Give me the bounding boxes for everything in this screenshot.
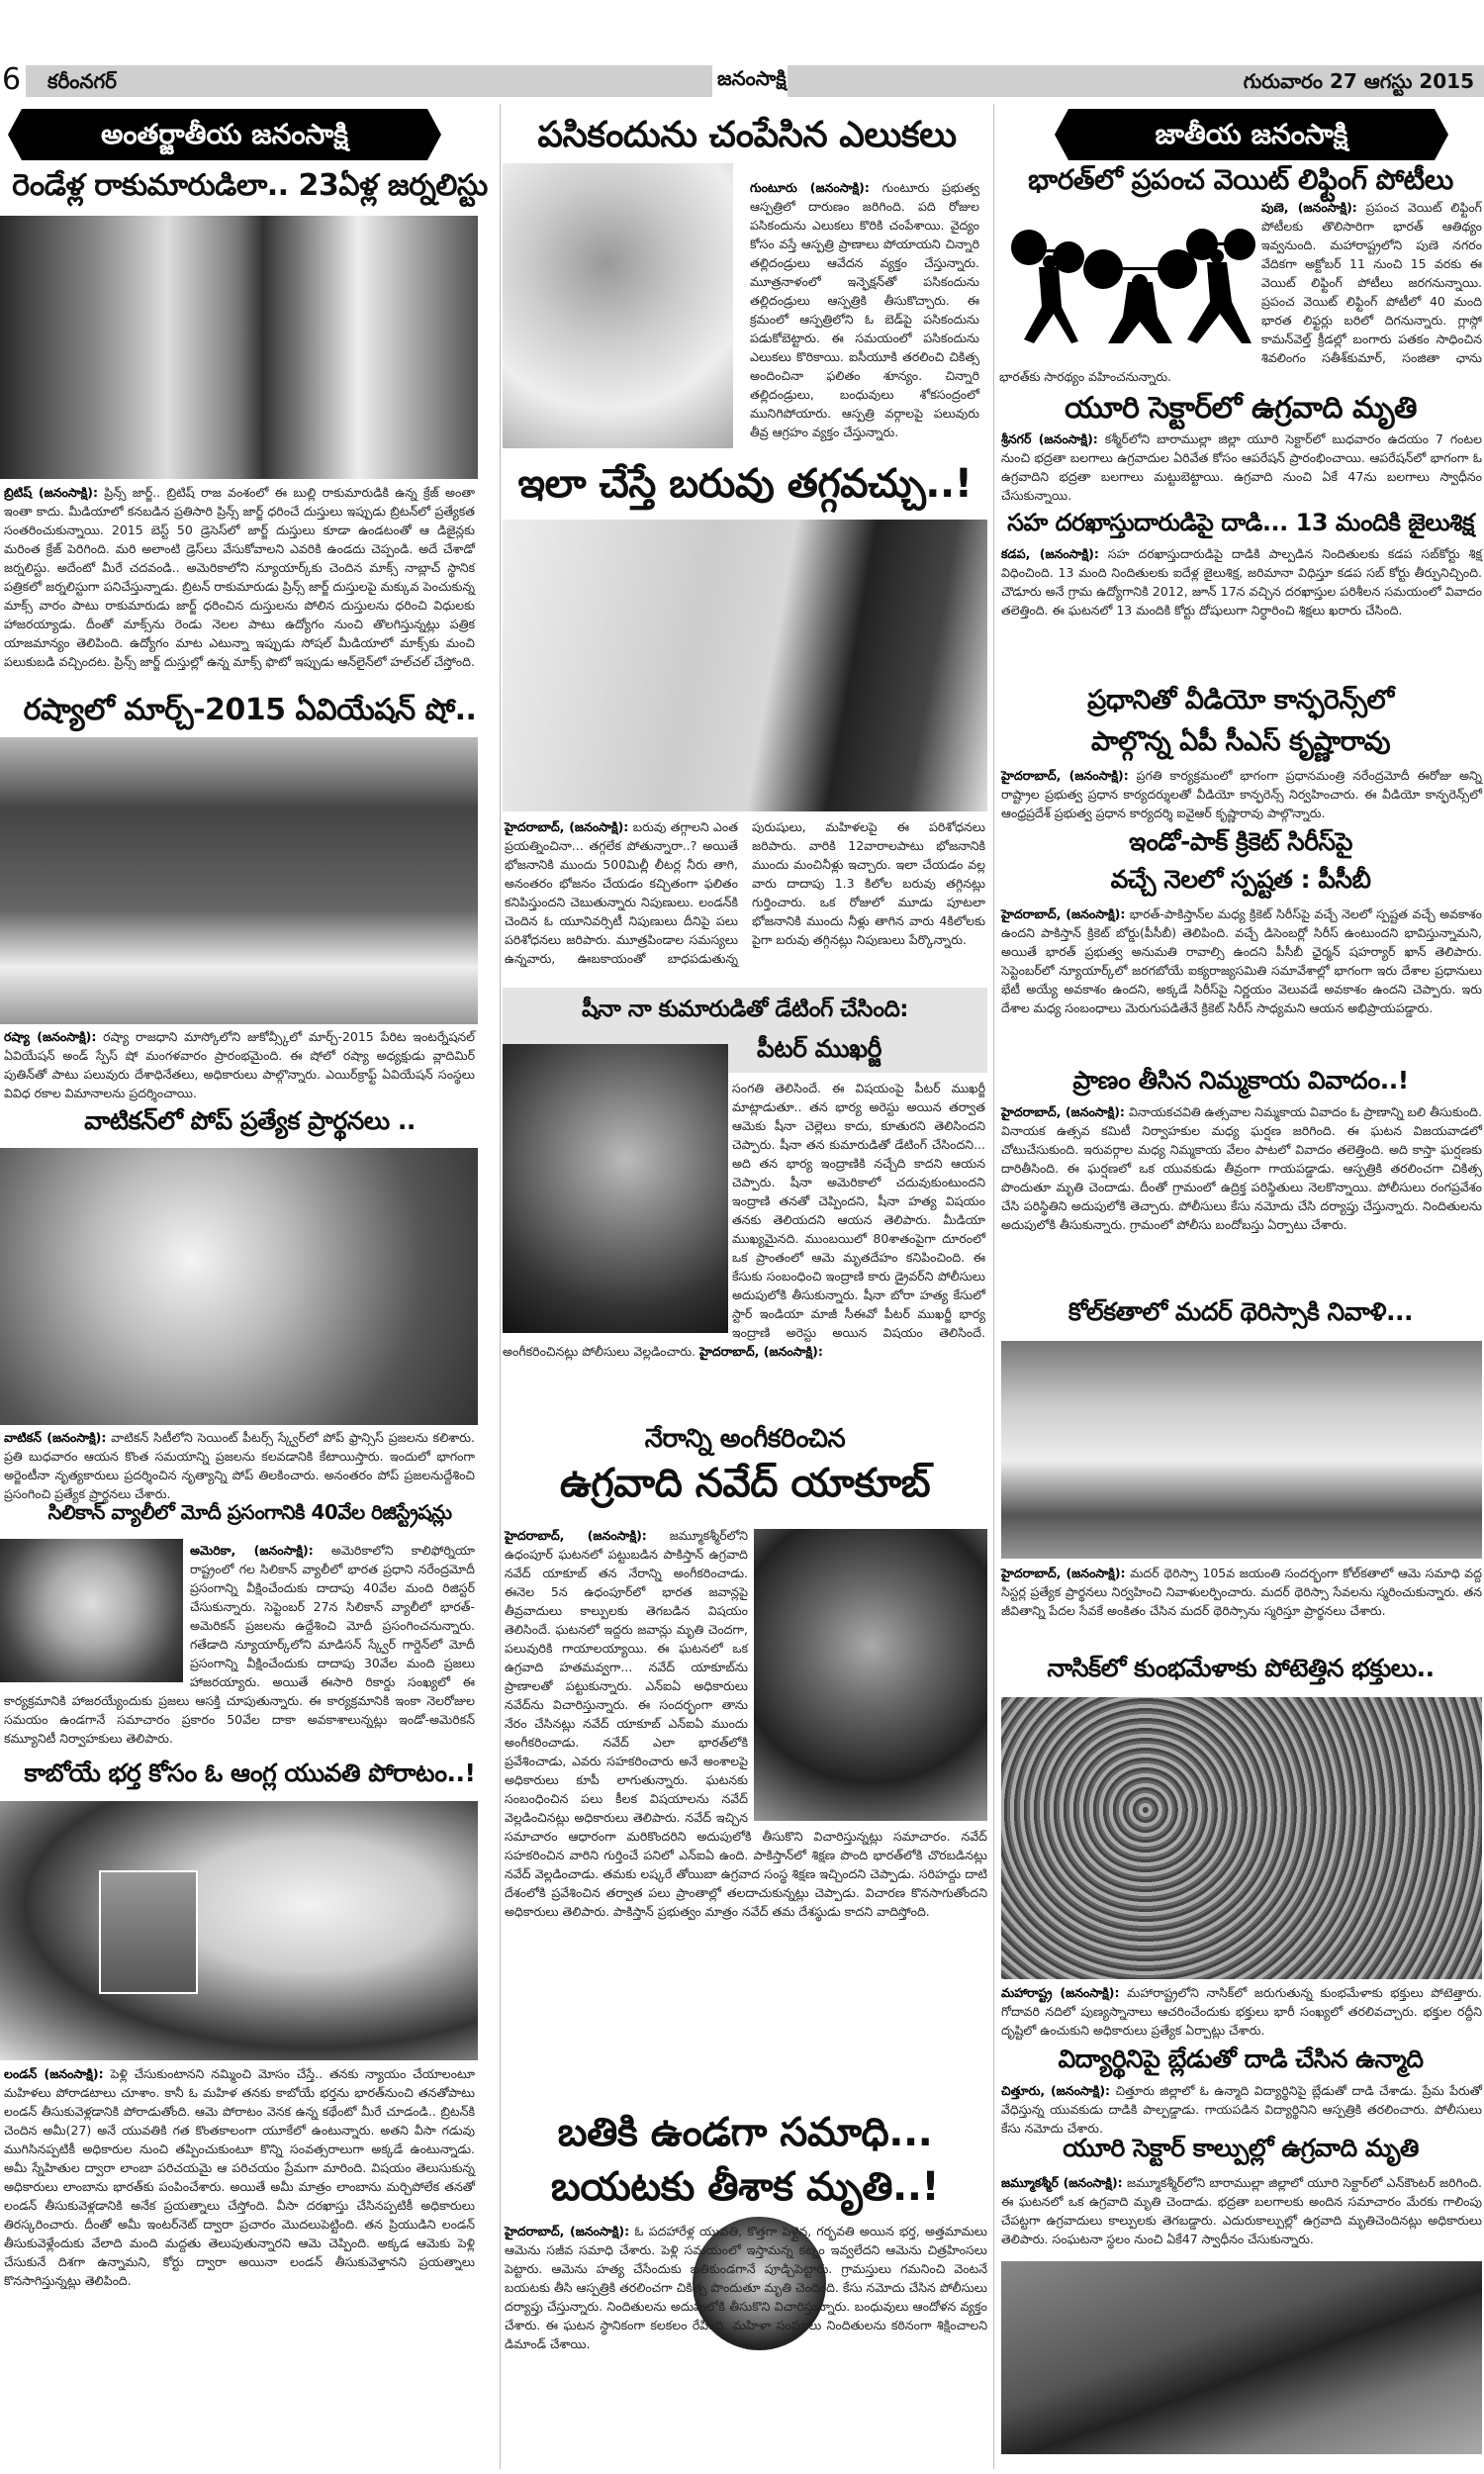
article-text: బరువు తగ్గాలని ఎంత ప్రయత్నించినా... తగ్గలేక పోతున్నారా..? అయితే భోజనానికి ముందు 500మిల్లీ లీటర్ల నీరు తాగి, అనంతరం భోజనం చేయడం కచ్చితంగా ఫలితం కనిపిస్తుందని చెబుతున్నారు నిపుణులు. లండన్‌కి చెందిన ఓ యూనివర్సిటీ నిపుణులు దీనిపై పలు పరిశోధనలు జరిపారు. మూత్రపిండాల సమస్యలు ఉన్నవారు, ఊబకాయంతో బాధపడుతున్న పురుషులు, మహిళలపై ఈ పరిశోధనలు జరిపారు. వారికి 12వారాలపాటు భోజనానికి ముందు మంచినీళ్లు ఇచ్చారు. ఇలా చేయడం వల్ల వారు దాదాపు 1.3 కిలోల బరువు తగ్గినట్లు గుర్తించారు. ఒక రోజులో మూడు పూటలా భోజనానికి ముందు నీళ్లు తాగిన వారు 4కిలోలకు పైగా బరువు తగ్గినట్లు నిపుణులు పేర్కొన్నారు.: [505, 819, 985, 966]
headline-line2: పాల్గొన్న ఏపీ సీఎస్ కృష్ణారావు: [1090, 726, 1391, 757]
article-text: వాటికన్ సిటీలోని సెయింట్ పీటర్స్ స్క్వేర్‌లో పోప్ ఫ్రాన్సిస్ ప్రజలను కలిశారు. ప్రతి బుధవారం ఆయన కొంత సమయాన్ని ప్రజలను కలవడానికి కేటాయిస్తారు. ఇందులో భాగంగా అర్జెంటీనా నృత్యకారులు ప్రదర్శించిన నృత్యాన్ని పోప్ తిలకించారు. అనంతరం పోప్ ప్రజలనుద్దేశించి ప్రసంగించి ప్రత్యేక ప్రార్థనలు చేశారు.: [4, 1430, 475, 1501]
article-body: [1001, 904, 1482, 1058]
dateline: చిత్తూరు, (జనంసాక్షి):: [1001, 2083, 1111, 2098]
headline: వాటికన్‌లో పోప్ ప్రత్యేక ప్రార్థనలు ..: [84, 1106, 416, 1135]
headline-line1: బతికి ఉండగా సమాధి...: [557, 2110, 933, 2155]
article-text: కశ్మీర్‌లోని బారాముల్లా జిల్లా యూరి సెక్టార్‌లో బుధవారం ఉదయం 7 గంటల నుంచి భద్రతా బలగాలు ఉగ్రవాదుల ఏరివేత కోసం ఆపరేషన్ ప్రారంభించాయి. ఆపరేషన్‌లో భాగంగా ఓ ఉగ్రవాదిని భద్రతా బలగాలు మట్టుబెట్టాయి. ఉగ్రవాది నుంచి ఏకే 47ను బలగాలు స్వాధీనం చేసుకున్నాయి.: [1001, 431, 1482, 503]
headline-kicker: నేరాన్ని అంగీకరించిన: [644, 1424, 846, 1454]
headline: నాసిక్‌లో కుంభమేళాకు పోటెత్తిన భక్తులు..: [1047, 1654, 1435, 1682]
article-text: ప్రపంచ వెయిట్ లిఫ్టింగ్ పోటీలకు తొలిసారిగా భారత్ ఆతిథ్యం ఇవ్వనుంది. మహారాష్ట్రలోని పుణె నగరం వేదికగా అక్టోబర్ 11 నుంచి 15 వరకు ఈ వెయిట్ లిఫ్టింగ్ పోటీలు జరగనున్నాయి. ప్రపంచ వెయిట్ లిఫ్టింగ్ పోటీలో 40 మంది భారత లిఫ్టర్లు బరిలో దిగనున్నారు. గ్లాస్గో కామన్‌వెల్త్ క్రీడల్లో బంగారు పతకం సాధించిన శివలింగం సతీశ్‌కుమార్, సంజితా ఛాను భారత్‌కు సారథ్యం వహించనున్నారు.: [999, 200, 1482, 384]
headline: కాబోయే భర్త కోసం ఓ ఆంగ్ల యువతి పోరాటం..!: [24, 1759, 476, 1787]
article-text: ప్రిన్స్ జార్జ్.. బ్రిటిష్ రాజ వంశంలో ఈ బుల్లి రాకుమారుడికి ఉన్న క్రేజ్ అంతా ఇంతా కాదు. మీడియాలో కనబడిన ప్రతిసారి ప్రిన్స్ జార్జ్ ధరించే దుస్తులు ఇప్పుడు బ్రిటన్‌లో ప్రత్యేకత సంతరించుకున్నాయి. 2015 బెస్ట్ 50 డ్రెసెస్‌లో జార్జ్ దుస్తులు కూడా ఉండటంతో ఆ డిజైన్లకు మరింత క్రేజ్ పెరిగింది. మరి అలాంటి డ్రెస్‌లు వేసుకోవాలని ఎవరికి ఉండదు చెప్పండి. అదే చేశాడో జర్నలిస్టు. అదేంటో మీరే చదవండి.. అమెరికాలోని న్యూయార్క్‌కు చెందిన మాక్స్ నాబ్లాచ్ స్థానిక పత్రికలో జర్నలిస్టుగా పనిచేస్తున్నాడు. బ్రిటన్ రాకుమారుడు ప్రిన్స్ జార్జ్ దుస్తులపై మక్కువ పెంచుకున్న మాక్స్ వారం పాటు రాకుమారుడు జార్జ్ ధరించిన దుస్తులను పోలిన దుస్తులను ధరించి విధులకు హాజరయ్యాడు. దీంతో మాక్స్‌ను రెండు నెలల పాటు ఉద్యోగం నుంచి తొలగిస్తున్నట్లు పత్రిక యాజమాన్యం తెలిపింది. ఉద్యోగం మాట ఎటున్నా ఇప్పుడు సోషల్ మీడియాలో మాక్స్‌కు మంచి పలుకుబడి వచ్చిందట. ప్రిన్స్ జార్జ్ దుస్తుల్లో ఉన్న మాక్స్ ఫొటో ఇప్పుడు ఆన్‌లైన్‌లో హల్‌చల్ చేస్తోంది.: [4, 485, 475, 669]
article-body: [4, 1027, 475, 1102]
article-body: [1001, 1983, 1482, 2041]
section-banner-international: అంతర్జాతీయ జనంసాక్షి: [22, 109, 427, 160]
article-body: [4, 483, 475, 681]
article-body: [1001, 429, 1482, 505]
photo-kumbh-mela-crowd: [1001, 1697, 1482, 1979]
article-body: [505, 817, 985, 976]
dateline: హైదరాబాద్, (జనంసాక్షి):: [505, 2224, 630, 2238]
headline: రష్యాలో మార్చ్-2015 ఏవియేషన్ షో..: [23, 693, 477, 727]
headline: విద్యార్థినిపై బ్లేడుతో దాడి చేసిన ఉన్మాది: [1058, 2045, 1424, 2073]
photo-soldier-encounter: [1001, 2261, 1482, 2454]
dateline: పుణె, (జనంసాక్షి):: [1261, 200, 1357, 215]
photo-woman-drinking-water: [503, 520, 987, 811]
article-text: మహారాష్ట్రలోని నాసిక్‌లో జరుగుతున్న కుంభమేళాకు భక్తులు పోటెత్తారు. గోదావరి నదిలో పుణ్యస్నానాలు ఆచరించేందుకు భక్తులు భారీ సంఖ్యలో తరలివచ్చారు. భక్తుల రద్దీని దృష్టిలో ఉంచుకుని అధికారులు ప్రత్యేక ఏర్పాట్లు చేశారు.: [1001, 1985, 1482, 2038]
photo-infant: [503, 163, 733, 448]
dateline: లండన్ (జనంసాక్షి):: [4, 2066, 104, 2081]
dateline: హైదరాబాద్, (జనంసాక్షి):: [505, 819, 629, 834]
photo-mother-teresa-tribute: [1001, 1341, 1482, 1559]
headline-line2: బయటకు తీశాక మృతి..!: [550, 2164, 940, 2210]
article-body: [1001, 766, 1482, 822]
dateline: మహారాష్ట్ర (జనంసాక్షి):: [1001, 1985, 1120, 2000]
header-bar-right: [788, 65, 1484, 97]
headline: యూరి సెక్టార్‌లో ఉగ్రవాది మృతి: [1064, 391, 1418, 426]
issue-date: గురువారం 27 ఆగస్టు 2015: [1243, 69, 1474, 93]
headline: రెండేళ్ల రాకుమారుడిలా.. 23ఏళ్ల జర్నలిస్టు: [12, 168, 488, 203]
article-text: మదర్ థెరిస్సా 105వ జయంతి సందర్భంగా కోల్‌కతాలో ఆమె సమాధి వద్ద సిస్టర్ల ప్రత్యేక ప్రార్థనలు నిర్వహించి నివాళులర్పించారు. మదర్ థెరిస్సా సేవలను స్మరించుకున్నారు. తన జీవితాన్ని పేదల సేవకే అంకితం చేసిన మదర్ థెరిస్సాను స్మరిస్తూ ప్రార్థనలు చేశారు.: [1001, 1566, 1482, 1618]
headline: కోల్‌కతాలో మదర్ థెరిస్సాకి నివాళి...: [1067, 1297, 1414, 1326]
article-body: [1001, 544, 1482, 678]
article-body: [503, 1079, 985, 1405]
dateline: హైదరాబాద్, (జనంసాక్షి):: [1001, 768, 1129, 783]
dateline: హైదరాబాద్, (జనంసాక్షి):: [1001, 1104, 1125, 1119]
article-text: పెళ్లి చేసుకుంటానని నమ్మించి మోసం చేస్తే.. తనకు న్యాయం చేయాలంటూ మహిళలు పోరాడటాలు చూశాం. కానీ ఓ మహిళ తనకు కాబోయే భర్తను భారత్‌నుంచి తనతోపాటు లండన్ తీసుకువెళ్లడానికి పోరాడుతోంది. ఆమె పోరాటం వెనక ఉన్న కథేంటో మీరే చూడండి.. బ్రిటన్‌కి చెందిన అమీ(27) అనే యువతికి గత కొంతకాలంగా యూకేలో ఉంటున్నారు. అతని వీసా గడువు ముగిసినప్పటికీ అధికారుల నుంచి తప్పించుకుంటూ కొన్ని సంవత్సరాలుగా అక్కడే ఉంటున్నాడు. అమీ స్నేహితుల ద్వారా లాంబా పరిచయమై ఆ పరిచయం ప్రేమగా మారింది. విషయం తెలుసుకున్న అధికారులు లాంబాను భారత్‌కు పంపించేశారు. అయితే అమీ మాత్రం లాంబాను మర్చిపోలేక తనతో లండన్ తీసుకువెళ్లడానికి అనేక ప్రయత్నాలు చేస్తోంది. వీసా దరఖాస్తు చేసినప్పటికీ అధికారులు తిరస్కరించారు. దీంతో అమీ ఇంటర్‌నెట్ ద్వారా ప్రచారం మొదలుపెట్టింది. తన ప్రియుడిని లండన్ తీసుకువెళ్లేందుకు వేలాది మంది మద్దతు తెలుపుతున్నారని ఆమె చెప్పింది. అక్కడ ఆమెకు పెళ్లి చేసుకునే దిశగా ఉన్నామని, కోర్టు ద్వారా అయినా లండన్ తీసుకువెళ్తానని ప్రయత్నాలు కొనసాగిస్తున్నట్లు తెలిపింది.: [4, 2066, 475, 2288]
photo-prince-george-and-journalist: [0, 216, 478, 479]
dateline: హైదరాబాద్, (జనంసాక్షి):: [698, 1344, 823, 1359]
article-text: గుంటూరు ప్రభుత్వ ఆస్పత్రిలో దారుణం జరిగింది. పది రోజుల పసికందును ఎలుకలు కొరికి చంపేశాయి. వైద్యం కోసం వస్తే ఆస్పత్రి ప్రాణాలు పోయాయని చిన్నారి తల్లిదండ్రులు ఆవేదన వ్యక్తం చేస్తున్నారు. మూత్రనాళంలో ఇన్ఫెక్షన్‌తో పసికందును తల్లిదండ్రులు ఆస్పత్రికి తీసుకొచ్చారు. ఈ క్రమంలో ఆస్పత్రిలోని ఓ బెడ్‌పై పసికందును పడుకోబెట్టారు. ఈ సమయంలో పసికందును ఎలుకలు కొరికాయి. ఐసీయూకి తరలించి చికిత్స అందించినా ఫలితం శూన్యం. చిన్నారి తల్లిదండ్రులు, బంధువులు శోకసంద్రంలో మునిగిపోయారు. ఆస్పత్రి వర్గాలపై పలువురు తీవ్ర ఆగ్రహం వ్యక్తం చేస్తున్నారు.: [750, 180, 979, 439]
photo-pope-francis: [0, 1148, 478, 1425]
headline-line1: ప్రధానితో వీడియో కాన్ఫరెన్స్‌లో: [1087, 685, 1394, 715]
article-text: ఓ పదహారేళ్ల యువతి, కొత్తగా పెళ్లైన, గర్భవతి అయిన భర్త, అత్తమామలు ఆమెను సజీవ సమాధి చేశారు. పెళ్లి సమయంలో ఇస్తామన్న కట్నం ఇవ్వలేదని ఆమెను చిత్రహింసలు పెట్టారు. ఆమెను హత్య చేసేందుకు బతికుండగానే పూడ్చిపెట్టారు. గ్రామస్తులు గమనించి వెంటనే బయటకు తీసి ఆస్పత్రికి తరలించగా చికిత్స పొందుతూ మృతి చెందింది. కేసు నమోదు చేసిన పోలీసులు దర్యాప్తు చేస్తున్నారు. నిందితులను అదుపులోకి తీసుకొని విచారిస్తున్నారు. బంధువులు ఆందోళన వ్యక్తం చేశారు. ఈ ఘటన స్థానికంగా కలకలం రేపింది. మహిళా సంఘాలు నిందితులను కఠినంగా శిక్షించాలని డిమాండ్ చేశాయి.: [505, 2224, 987, 2351]
article-body: [4, 2064, 475, 2460]
dateline: వాటికన్ (జనంసాక్షి):: [4, 1430, 107, 1445]
photo-english-woman: [0, 1801, 478, 2060]
dateline: కడప, (జనంసాక్షి):: [1001, 546, 1099, 561]
inset-photo-couple: [99, 1870, 198, 1994]
headline: ఇలా చేస్తే బరువు తగ్గవచ్చు..!: [517, 461, 973, 507]
article-body: [1001, 1564, 1482, 1643]
dateline: జమ్మూకశ్మీర్ (జనంసాక్షి):: [1001, 2175, 1123, 2190]
dateline: హైదరాబాద్, (జనంసాక్షి):: [505, 1528, 647, 1543]
article-text: సంగతి తెలిసిందే. ఈ విషయంపై పీటర్ ముఖర్జీ మాట్లాడుతూ.. తన భార్య అరెస్టు అయిన తర్వాత ఆమెకు షీనా చెల్లెలు కాదు, కూతురని తెలిసిందని చెప్పారు. షీనా తన కుమారుడితో డేటింగ్ చేసిందని... అది తన భార్య ఇంద్రాణికి నచ్చేది కాదని ఆయన చెప్పారు. షీనా అమెరికాలో చదువుకుంటుందని ఇంద్రాణి తనతో చెప్పిందని, షీనా హత్య విషయం తనకు తెలియదని ఆయన తెలిపారు. మీడియా ముఖ్యమైనది. ముంబయిలో 80శాతంపైగా దూరంలో ఒక ప్రాంతంలో ఆమె మృతదేహం కనిపించింది. ఈ కేసుకు సంబంధించి ఇంద్రాణి కారు డ్రైవర్‌ని పోలీసులు అదుపులోకి తీసుకున్నారు. షీనా బోరా హత్య కేసులో స్టార్ ఇండియా మాజీ సీఈవో పీటర్ ముఖర్జీ భార్య ఇంద్రాణి అరెస్టు అయిన విషయం తెలిసిందే. అంగీకరించినట్లు పోలీసులు వెల్లడించారు.: [503, 1081, 985, 1359]
headline: యూరి సెక్టార్ కాల్పుల్లో ఉగ్రవాది మృతి: [1063, 2134, 1419, 2162]
article-body: [505, 1526, 987, 2102]
headline-line1: షీనా నా కుమారుడితో డేటింగ్ చేసింది:: [581, 997, 909, 1022]
dateline: అమెరికా, (జనంసాక్షి):: [190, 1543, 314, 1558]
headline: సిలికాన్ వ్యాలీలో మోదీ ప్రసంగానికి 40వేల రిజిస్ట్రేషన్లు: [47, 1500, 452, 1524]
article-text: అమెరికాలోని కాలిఫోర్నియా రాష్ట్రంలో గల సిలికాన్ వ్యాలీలో భారత ప్రధాని నరేంద్రమోదీ ప్రసంగాన్ని వీక్షించేందుకు దాదాపు 40వేల మంది రిజిస్టర్ చేసుకున్నారు. సెప్టెంబర్ 27న సిలికాన్ వ్యాలీలో భారత్-అమెరికన్ ప్రజలను ఉద్దేశించి మోదీ ప్రసంగించనున్నారు. గతేడాది న్యూయార్క్‌లోని మాడిసన్ స్క్వేర్ గార్డెన్‌లో మోదీ ప్రసంగాన్ని వీక్షించేందుకు దాదాపు 30వేల మంది ప్రజలు హాజరయ్యారు. అయితే ఈసారి రికార్డు సంఖ్యలో ఈ కార్యక్రమానికి హాజరయ్యేందుకు ప్రజలు ఆసక్తి చూపుతున్నారు. ఈ కార్యక్రమానికి ఇంకా నెలరోజుల సమయం ఉండగానే సమాచారం ప్రకారం 50వేల దాకా అవకాశాలున్నట్లు ఇండో-అమెరికన్ కమ్యూనిటీ నిర్వాహకులు తెలిపారు.: [4, 1543, 475, 1746]
dateline: గుంటూరు (జనంసాక్షి):: [750, 180, 870, 195]
dateline: హైదరాబాద్, (జనంసాక్షి):: [1001, 906, 1126, 921]
article-text: సహ దరఖాస్తుదారుడిపై దాడికి పాల్పడిన నిందితులకు కడప సబ్‌కోర్టు శిక్ష విధించింది. 13 మంది నిందితులకు ఐదేళ్ల జైలుశిక్ష, జరిమానా విధిస్తూ కడప సబ్ కోర్టు తీర్పునిచ్చింది. చౌడూరు అనే గ్రామ ఉద్యోగానికి 2012, జూన్ 17న వచ్చిన దరఖాస్తుల పరిశీలన సమయంలో వివాదం తలెత్తింది. ఈ ఘటనలో 13 మందికి కోర్టు దోషులుగా నిర్ధారించి శిక్షలు ఖరారు చేసింది.: [1001, 546, 1482, 618]
dateline: బ్రిటిష్ (జనంసాక్షి):: [4, 485, 98, 500]
headline: పసికందును చంపేసిన ఎలుకలు: [537, 115, 957, 155]
article-text: చిత్తూరు జిల్లాలో ఓ ఉన్మాది విద్యార్థినిపై బ్లేడుతో దాడి చేశాడు. ప్రేమ పేరుతో వేధిస్తున్న యువకుడు దాడికి పాల్పడ్డాడు. గాయపడిన విద్యార్థినిని ఆస్పత్రికి తరలించారు. పోలీసులు కేసు నమోదు చేశారు.: [1001, 2083, 1482, 2136]
article-body: [4, 1428, 475, 1501]
article-body: [999, 198, 1482, 391]
masthead-logo: [714, 63, 787, 97]
article-body: [1001, 1102, 1482, 1290]
headline: ప్రాణం తీసిన నిమ్మకాయ వివాదం..!: [1072, 1066, 1409, 1094]
article-text: జమ్మూకశ్మీర్‌లోని ఉధంపూర్ ఘటనలో పట్టుబడిన పాకిస్తాన్ ఉగ్రవాది నవేద్ యాకూబ్ తన నేరాన్ని అంగీకరించాడు. ఈనెల 5న ఉధంపూర్‌లో భారత జవాన్లపై తీవ్రవాదులు కాల్పులకు తెగబడిన విషయం తెలిసిందే. ఘటనలో ఇద్దరు జవాన్లు మృతి చెందగా, పలువురికి గాయాలయ్యాయి. ఈ ఘటనలో ఒక ఉగ్రవాది హతమవ్వగా... నవేద్ యాకూబ్‌ను ప్రాణాలతో పట్టుకున్నారు. ఎన్‌ఐఏ అధికారులు నవేద్‌ను విచారిస్తున్నారు. ఈ సందర్భంగా తాను నేరం చేసినట్లు నవేద్ యాకూబ్ ఎన్‌ఐఏ ముందు అంగీకరించాడు. నవేద్ ఎలా భారత్‌లోకి ప్రవేశించాడు, ఎవరు సహకరించారు అనే అంశాలపై అధికారులు కూపీ లాగుతున్నారు. ఘటనకు సంబంధించిన పలు కీలక విషయాలను నవేద్ వెల్లడించినట్లు అధికారులు తెలిపారు. నవేద్ ఇచ్చిన సమాచారం ఆధారంగా మరికొందరిని అదుపులోకి తీసుకొని విచారిస్తున్నట్లు సమాచారం. నవేద్ సహకరించిన వారిని గుర్తించే పనిలో ఎన్‌ఐఏ ఉంది. పాకిస్తాన్‌లో శిక్షణ పొంది భారత్‌లోకి చొరబడినట్లు నవేద్ వెల్లడించాడు. తమకు లష్కరే తోయిబా ఉగ్రవాద సంస్థ శిక్షణ ఇచ్చిందని చెప్పాడు. సరిహద్దు దాటి దేశంలోకి ప్రవేశించిన తర్వాత పలు ప్రాంతాల్లో తలదాచుకున్నట్లు చెప్పాడు. విచారణ కొనసాగుతోందని అధికారులు తెలిపారు. పాకిస్తాన్ ప్రభుత్వం మాత్రం నవేద్ తమ దేశస్థుడు కాదని వాదిస్తోంది.: [505, 1528, 987, 1919]
dateline: శ్రీనగర్ (జనంసాక్షి):: [1001, 431, 1098, 446]
article-body: [750, 178, 979, 445]
header-bar-left: [26, 65, 712, 97]
edition-name: కరీంనగర్: [47, 69, 117, 93]
article-body: [505, 2222, 987, 2464]
article-text: ప్రగతి కార్యక్రమంలో భాగంగా ప్రధానమంత్రి నరేంద్రమోదీ ఈరోజు అన్ని రాష్ట్రాల ప్రభుత్వ ప్రధాన కార్యదర్శులతో వీడియో కాన్ఫరెన్స్ నిర్వహించారు. ఈ వీడియో కాన్ఫరెన్స్‌లో ఆంధ్రప్రదేశ్ ప్రభుత్వ ప్రధాన కార్యదర్శి ఐవైఆర్ కృష్ణారావు పాల్గొన్నారు.: [1001, 768, 1482, 820]
headline-line2: పీటర్ ముఖర్జీ: [757, 1034, 881, 1063]
headline: ఉగ్రవాది నవేద్ యాకూబ్: [559, 1461, 931, 1506]
article-text: జమ్మూకశ్మీర్‌లోని బారాముల్లా జిల్లాలో యూరి సెక్టార్‌లో ఎన్‌కౌంటర్ జరిగింది. ఈ ఘటనలో ఒక ఉగ్రవాది మృతి చెందాడు. భద్రతా బలగాలకు అందిన సమాచారం మేరకు గాలింపు చేపట్టగా ఉగ్రవాదులు కాల్పులకు తెగబడ్డారు. ఎదురుకాల్పుల్లో ఉగ్రవాది మృతిచెందినట్లు అధికారులు తెలిపారు. సంఘటనా స్థలం నుంచి ఏకే47 స్వాధీనం చేసుకున్నారు.: [1001, 2175, 1482, 2246]
article-body: [1001, 2081, 1482, 2136]
page-number: 6: [2, 62, 22, 97]
column-divider: [500, 104, 501, 2469]
masthead-title: జనంసాక్షి: [717, 65, 787, 90]
dateline: హైదరాబాద్, (జనంసాక్షి):: [1001, 1566, 1126, 1580]
headline-line2: వచ్చే నెలలో స్పష్టత : పీసీబీ: [1110, 865, 1371, 894]
headline: భారత్‌లో ప్రపంచ వెయిట్ లిఫ్టింగ్ పోటీలు: [1028, 163, 1453, 196]
article-body: [1001, 2173, 1482, 2250]
article-text: వినాయకచవితి ఉత్సవాల నిమ్మకాయ వివాదం ఓ ప్రాణాన్ని బలి తీసుకుంది. వినాయక ఉత్సవ కమిటీ నిర్వాహకుల మధ్య ఘర్షణ జరిగింది. ఈ ఘటన విజయవాడలో చోటుచేసుకుంది. ఇరువర్గాల మధ్య నిమ్మకాయ వేలం పాటలో వివాదం తలెత్తింది. అది కాస్తా ఘర్షణకు దారితీసింది. ఈ ఘర్షణలో ఒక యువకుడు తీవ్రంగా గాయపడ్డాడు. ఆస్పత్రికి తరలించగా చికిత్స పొందుతూ మృతి చెందాడు. దీంతో గ్రామంలో ఉద్రిక్త పరిస్థితులు నెలకొన్నాయి. పోలీసులు రంగప్రవేశం చేసి పరిస్థితిని అదుపులోకి తెచ్చారు. పోలీసులు కేసు నమోదు చేసి దర్యాప్తు చేస్తున్నారు. నిందితులను అదుపులోకి తీసుకున్నారు. గ్రామంలో పోలీసు బందోబస్తు ఏర్పాటు చేశారు.: [1001, 1104, 1482, 1232]
photo-aviation-show: [0, 737, 478, 1024]
headline: సహ దరఖాస్తుదారుడిపై దాడి... 13 మందికి జైలుశిక్ష: [1007, 509, 1474, 536]
column-divider: [993, 104, 994, 2469]
article-text: భారత్-పాకిస్తాన్‌ల మధ్య క్రికెట్ సిరీస్‌పై వచ్చే నెలలో స్పష్టత వచ్చే అవకాశం ఉందని పాకిస్తాన్ క్రికెట్ బోర్డు(పీసీబీ) తెలిపింది. వచ్చే డిసెంబర్లో సిరీస్ ఉంటుందని భావిస్తున్నామని, అయితే భారత్ ప్రభుత్వ అనుమతి రావాల్సి ఉందని పీసీబీ ఛైర్మన్ షహర్యార్ ఖాన్ తెలిపారు. సెప్టెంబర్‌లో న్యూయార్క్‌లో జరగబోయే ఐక్యరాజ్యసమితి సమావేశాల్లో భాగంగా ఇరు దేశాల ప్రధానులు భేటీ అయ్యే అవకాశం ఉందని, అక్కడే సిరీస్‌పై నిర్ణయం వెలువడే అవకాశం ఉందని చెప్పారు. ఇరు దేశాల మధ్య సంబంధాలు మెరుగుపడితేనే క్రికెట్ సిరీస్ సాధ్యమని ఆయన అభిప్రాయపడ్డారు.: [1001, 906, 1482, 1015]
dateline: రష్యా (జనంసాక్షి):: [4, 1029, 97, 1044]
article-body: [4, 1541, 475, 1751]
section-banner-national: జాతీయ జనంసాక్షి: [1068, 109, 1435, 160]
article-text: రష్యా రాజధాని మాస్కోలోని జుకోవ్స్కీలో మార్చ్-2015 పేరిట ఇంటర్నేషనల్ ఏవియేషన్ అండ్ స్పేస్ షో మంగళవారం ప్రారంభమైంది. ఈ షోలో రష్యా అధ్యక్షుడు వ్లాదిమిర్ పుతిన్‌తో పాటు పలువురు దేశాధినేతలు, అధికారులు పాల్గొన్నారు. ఎయిర్‌క్రాఫ్ట్ ఏవియేషన్ సంస్థలు వివిధ రకాల విమానాలను ప్రదర్శించాయి.: [4, 1029, 475, 1100]
headline-line1: ఇండో-పాక్ క్రికెట్ సిరీస్‌పై: [1129, 827, 1352, 856]
